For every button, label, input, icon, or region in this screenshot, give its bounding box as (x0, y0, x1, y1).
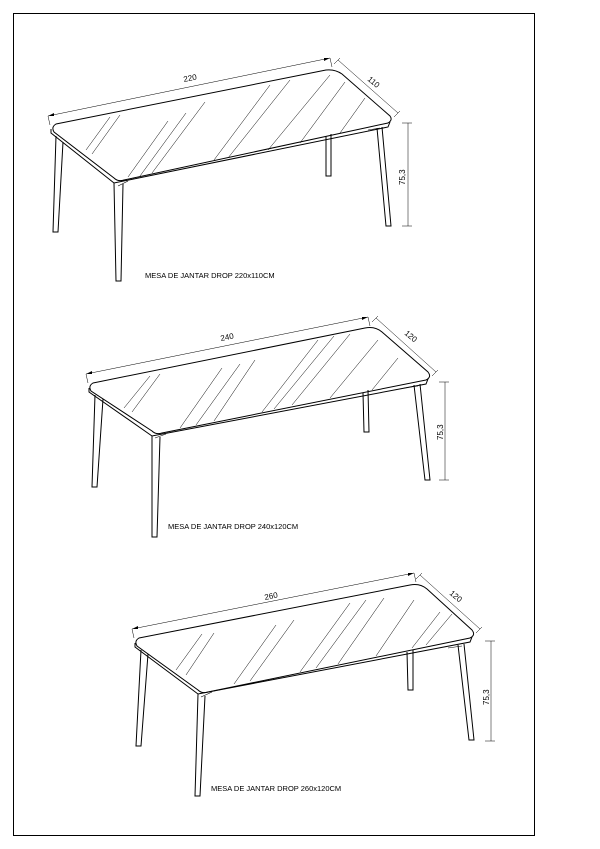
table-1-length-label: 220 (182, 72, 198, 84)
table-3-caption: MESA DE JANTAR DROP 260x120CM (211, 784, 342, 793)
table-1-legs (53, 127, 391, 281)
table-2-caption: MESA DE JANTAR DROP 240x120CM (168, 522, 299, 531)
table-3-glass-hatch (176, 598, 452, 684)
table-drawing-1 (48, 58, 412, 281)
table-2-top (90, 328, 430, 434)
table-2-height-label: 75,3 (436, 424, 445, 440)
table-3-length-label: 260 (263, 590, 279, 602)
table-2-length-dimension (86, 317, 370, 383)
table-drawing-2 (86, 316, 449, 537)
table-3-height-label: 75,3 (482, 689, 491, 705)
table-3-top-edge (135, 637, 472, 694)
table-3-depth-dimension (416, 573, 482, 633)
table-1-height-label: 75,3 (398, 169, 407, 185)
table-1-top-edge (51, 122, 390, 183)
table-3-legs (136, 644, 474, 796)
table-2-top-edge (89, 379, 428, 436)
table-1-length-dimension (48, 58, 332, 125)
table-2-glass-hatch (124, 334, 398, 428)
table-1-depth-label: 110 (365, 74, 382, 90)
table-3-depth-label: 120 (447, 588, 464, 605)
table-2-depth-dimension (372, 316, 438, 376)
table-2-depth-label: 120 (402, 328, 419, 345)
table-1-caption: MESA DE JANTAR DROP 220x110CM (145, 271, 275, 280)
table-1-depth-dimension (334, 58, 400, 117)
table-2-legs (92, 384, 430, 537)
table-drawing-3 (132, 573, 495, 796)
table-3-top (136, 585, 474, 693)
table-2-length-label: 240 (219, 331, 235, 343)
table-1-top (53, 70, 391, 181)
table-3-length-dimension (132, 573, 416, 638)
